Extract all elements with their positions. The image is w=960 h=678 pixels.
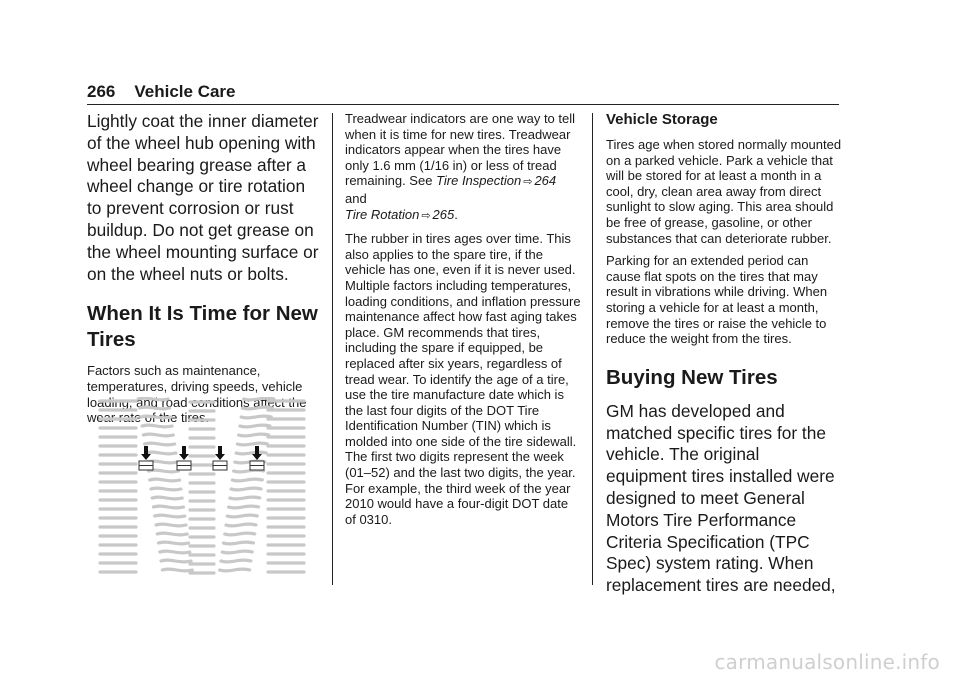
treadwear-indicator-illustration [98, 397, 306, 579]
tread-rib [138, 398, 192, 571]
header-rule [87, 104, 839, 105]
wear-factors-paragraph: Factors such as maintenance, temperatures, driving speeds, vehicle loading, and road conditions affect the wear rate of the tires. [87, 363, 307, 426]
tread-rib [220, 398, 274, 571]
page-number: 266 [87, 82, 116, 101]
new-tires-heading-line2: Tires [87, 328, 136, 352]
and-text: and [345, 190, 367, 206]
tire-rotation-link-label: Tire Rotation [345, 206, 420, 222]
storage-paragraph-1: Tires age when stored normally mounted on a parked vehicle. Park a vehicle that will be stored for at least a month in a cool, dry, clean area away from direct sunlight to slow aging. This area should be free of grease, gasoline, or other substances that can deteriorate rubber. [606, 137, 842, 246]
tire-rotation-link[interactable] [345, 207, 454, 222]
wheel-hub-paragraph: Lightly coat the inner diameter of the wheel hub opening with wheel bearing grease after a wheel change or tire rotation to prevent corrosion or rust buildup. Do not get grease on the wheel mounting surface or on the wheel nuts or bolts. [87, 111, 319, 284]
section-title: Vehicle Care [134, 82, 236, 101]
page-ref-arrow-icon: ⇨ [421, 209, 431, 222]
tire-inspection-link-label: Tire Inspection [436, 173, 522, 189]
column-3 [606, 111, 842, 597]
treadwear-paragraph [345, 111, 581, 224]
storage-paragraph-2: Parking for an extended period can cause flat spots on the tires that may result in vibrations while driving. When storing a vehicle for at least a month, remove the tires or raise the vehicle to reduce the weight from the tires. [606, 253, 828, 347]
tire-aging-paragraph: The rubber in tires ages over time. This also applies to the spare tire, if the vehicle has one, even if it is never used. Multiple factors including temperatures, loading conditions, and inflation pressure maintenance affect how fast aging takes place. GM recommends that tires, including the spare if equipped, be replaced after six years, regardless of tread wear. To identify the age of a tire, use the tire manufacture date which is the last four digits of the DOT Tire Identification Number (TIN) which is molded into one side of the tire sidewall. The first two digits represent the week (01–52) and the last two digits, the year. For example, the third week of the year 2010 would have a four-digit DOT date of 0310. [345, 231, 581, 527]
watermark: carmanualsonline.info [714, 650, 940, 674]
vehicle-storage-heading: Vehicle Storage [606, 111, 718, 128]
buying-new-tires-heading: Buying New Tires [606, 365, 778, 389]
column-1 [87, 111, 323, 426]
tread-rib [100, 401, 136, 572]
column-2 [345, 111, 581, 527]
tire-rotation-page: 265 [432, 206, 455, 222]
new-tires-heading-line1: When It Is Time for New [87, 302, 318, 326]
column-divider-left [332, 113, 333, 585]
new-tires-heading [87, 301, 323, 353]
treadwear-text: Treadwear indicators are one way to tell when it is time for new tires. Treadwear indicators appear when the tires have only 1.6 mm (1/16 in) or less of tread remaining. See [345, 111, 576, 189]
page-header [87, 82, 839, 102]
indicator-arrow-icon [179, 446, 189, 460]
column-divider-right [592, 113, 593, 585]
tread-rib [268, 401, 304, 572]
tire-inspection-link[interactable] [436, 173, 556, 188]
tire-inspection-page: 264 [534, 173, 557, 189]
period-text: . [454, 206, 458, 222]
indicator-arrow-icon [215, 446, 225, 460]
tread-rib [190, 402, 214, 573]
page-ref-arrow-icon: ⇨ [523, 176, 533, 189]
buying-paragraph: GM has developed and matched specific tires for the vehicle. The original equipment tires installed were designed to meet General Motors Tire Performance Criteria Specification (TPC Spec) system rating. When replacement tires are needed, [606, 400, 836, 596]
